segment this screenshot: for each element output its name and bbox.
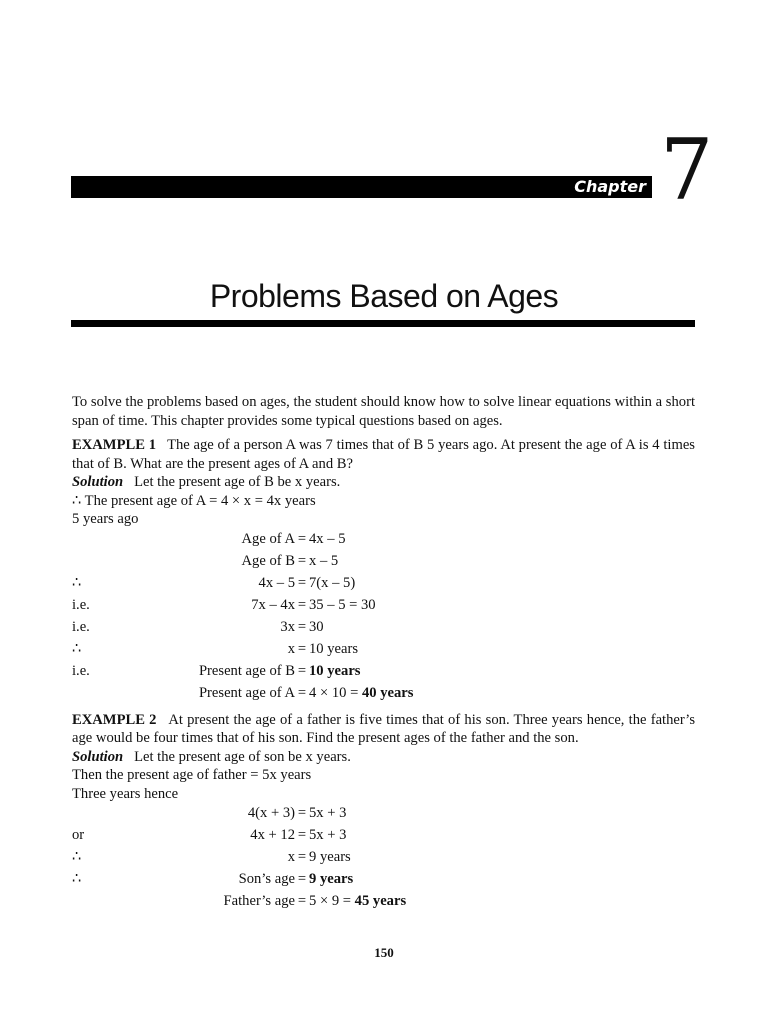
chapter-label: Chapter — [574, 177, 646, 196]
page-content — [72, 393, 695, 913]
chapter-title: Problems Based on Ages — [209, 278, 559, 314]
chapter-banner — [71, 176, 652, 198]
example-2-solution-label: Solution — [72, 748, 124, 765]
example-1-line-3: 5 years ago — [72, 511, 139, 527]
example-2-equation-3: ∴ x = 9 years — [72, 849, 351, 865]
example-2-equation-5: Father’s age = 5 × 9 = 45 years — [223, 893, 407, 909]
example-1-equation-1: Age of A = 4x – 5 — [241, 530, 346, 547]
example-1-equation-5: i.e. 3x = 30 — [72, 618, 324, 635]
example-1-line-2: ∴ The present age of A = 4 × x = 4x years — [72, 492, 316, 509]
title-rule — [71, 320, 695, 327]
example-1-solution-label: Solution — [72, 474, 124, 490]
example-1-equation-3: ∴ 4x – 5 = 7(x – 5) — [72, 574, 356, 591]
example-2-question — [72, 711, 695, 748]
example-1-label: EXAMPLE 1 — [72, 437, 157, 453]
example-2-label: EXAMPLE 2 — [72, 711, 157, 728]
example-2-equation-4: ∴ Son’s age = 9 years — [72, 871, 354, 887]
example-2-line-3: Three years hence — [72, 785, 179, 802]
chapter-number: 7 — [660, 121, 714, 219]
example-2-text: At present the age of a father is five times that of his son. Three years hence, the father’s age would be four times that of his son. Find the present ages of the father and the son. — [72, 711, 696, 746]
example-2-equation-2: or 4x + 12 = 5x + 3 — [72, 827, 347, 843]
example-1-solution-intro: Solution Let the present age of B be x years. — [72, 474, 341, 490]
example-2-line-2: Then the present age of father = 5x years — [72, 767, 312, 783]
example-1-equation-8: Present age of A = 4 × 10 = 40 years — [198, 684, 414, 701]
example-1-question — [72, 436, 695, 473]
example-1-equation-4: i.e. 7x – 4x = 35 – 5 = 30 — [72, 596, 376, 613]
example-2-solution-intro: Solution Let the present age of son be x years. — [72, 748, 351, 765]
intro-paragraph: To solve the problems based on ages, the student should know how to solve linear equations within a short span of time. This chapter provides some typical questions based on ages. — [72, 394, 695, 429]
example-2-equation-1: 4(x + 3) = 5x + 3 — [247, 805, 347, 821]
example-1-text: The age of a person A was 7 times that of B 5 years ago. At present the age of A is 4 times that of B. What are the present ages of A and B? — [72, 437, 695, 472]
page-number: 150 — [374, 945, 394, 960]
example-1-equation-7: i.e. Present age of B = 10 years — [72, 662, 361, 679]
example-1-equation-6: ∴ x = 10 years — [72, 640, 359, 657]
example-1-equation-2: Age of B = x – 5 — [241, 552, 339, 569]
